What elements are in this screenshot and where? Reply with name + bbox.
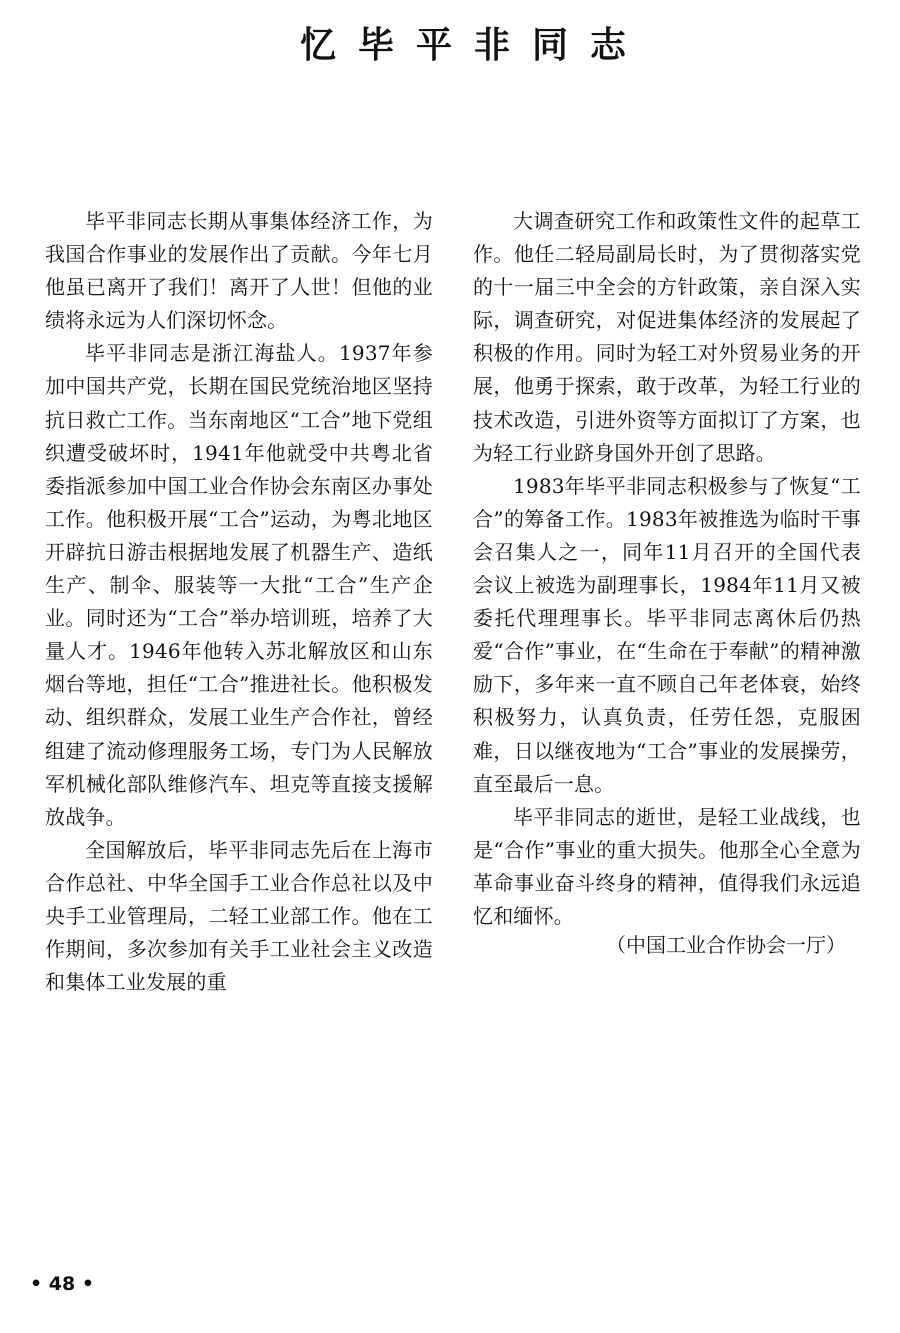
paragraph-early-career: 毕平非同志是浙江海盐人。1937年参加中国共产党，长期在国民党统治地区坚持抗日救亡工作。当东南地区“工合”地下党组织遭受破坏时，1941年他就受中共粤北省委指派参加中国工业合作协会东南区办事处工作。他积极开展“工合”运动，为粤北地区开辟抗日游击根据地发展了机器生产、造纸生产、制伞、服装等一大批“工合”生产企业。同时还为“工合”举办培训班，培养了大量人才。1946年他转入苏北解放区和山东烟台等地，担任“工合”推进社长。他积极发动、组织群众，发展工业生产合作社，曾经组建了流动修理服务工场，专门为人民解放军机械化部队维修汽车、坦克等直接支援解放战争。 [45, 341, 433, 829]
paragraph-continuation: 大调查研究工作和政策性文件的起草工作。他任二轻局副局长时，为了贯彻落实党的十一届三中全会的方针政策，亲自深入实际，调查研究，对促进集体经济的发展起了积极的作用。同时为轻工对外贸易业务的开展，他勇于探索，敢于改革，为轻工行业的技术改造，引进外资等方面拟订了方案，也为轻工行业跻身国外开创了思路。 [473, 209, 861, 465]
paragraph-closing: 毕平非同志的逝世，是轻工业战线，也是“合作”事业的重大损失。他那全心全意为革命事业奋斗终身的精神，值得我们永远追忆和缅怀。 [473, 804, 861, 928]
paragraph-after-liberation: 全国解放后，毕平非同志先后在上海市合作总社、中华全国手工业合作总社以及中央手工业管理局，二轻工业部工作。他在工作期间，多次参加有关手工业社会主义改造和集体工业发展的重 [45, 837, 433, 995]
article-title: 忆毕平非同志 [300, 25, 649, 66]
signature: （中国工业合作协会一厅） [606, 933, 846, 957]
page-number: • 48 • [30, 1273, 94, 1295]
left-column [45, 205, 433, 999]
paragraph-1983: 1983年毕平非同志积极参与了恢复“工合”的筹备工作。1983年被推选为临时干事会召集人之一，同年11月召开的全国代表会议上被选为副理事长，1984年11月又被委托代理理事长。毕平非同志离休后仍热爱“合作”事业，在“生命在于奉献”的精神激励下，多年来一直不顾自己年老体衰，始终积极努力，认真负责，任劳任怨，克服困难，日以继夜地为“工合”事业的发展操劳，直至最后一息。 [473, 473, 861, 796]
right-column [473, 205, 861, 933]
paragraph-intro: 毕平非同志长期从事集体经济工作，为我国合作事业的发展作出了贡献。今年七月他虽已离开了我们！离开了人世！但他的业绩将永远为人们深切怀念。 [45, 209, 433, 333]
